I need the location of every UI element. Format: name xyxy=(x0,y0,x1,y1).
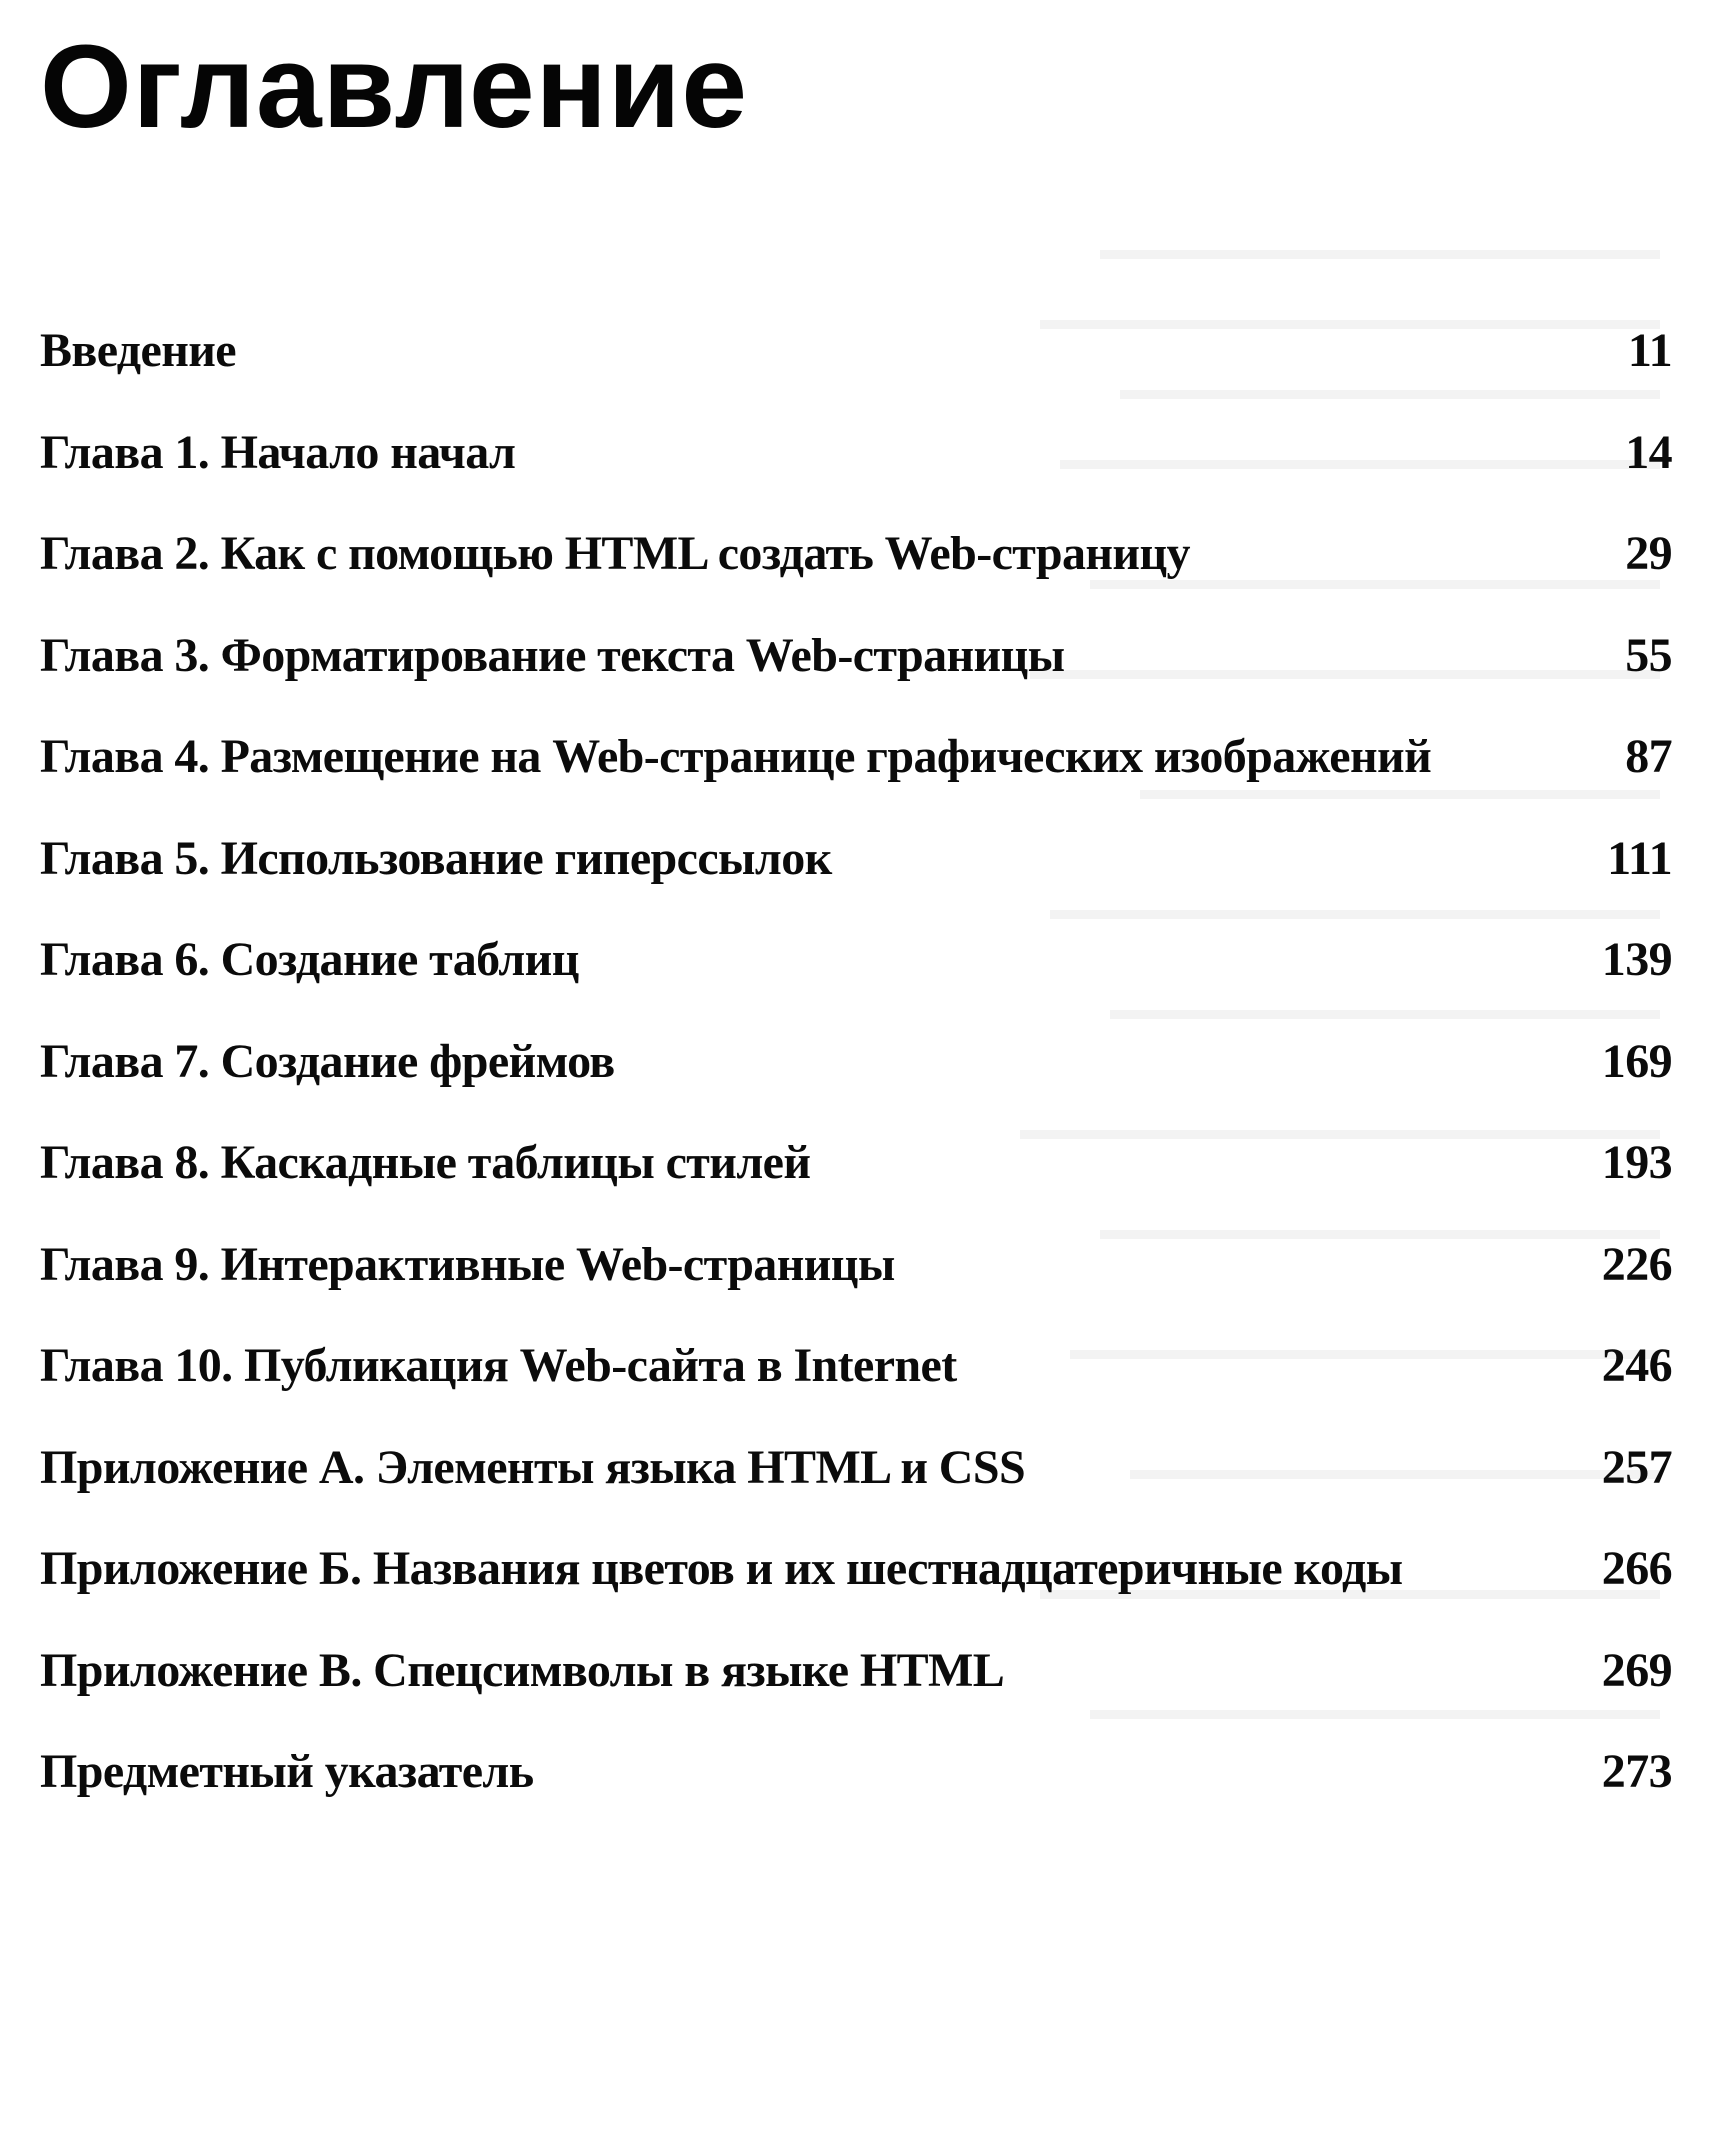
toc-entry-page-number: 266 xyxy=(1601,1542,1672,1595)
toc-entry-page-number: 14 xyxy=(1625,425,1672,479)
toc-entry-chapter-5[interactable] xyxy=(40,833,1672,935)
toc-entry-label: Глава 10. Публикация Web-сайта в Internet xyxy=(40,1339,957,1392)
toc-entry-label: Приложение А. Элементы языка HTML и CSS xyxy=(40,1440,1026,1494)
toc-entry-page-number: 139 xyxy=(1601,933,1672,986)
toc-entry-chapter-9[interactable] xyxy=(40,1239,1672,1341)
toc-entry-page-number: 87 xyxy=(1625,730,1672,783)
toc-entry-page-number: 246 xyxy=(1601,1339,1672,1392)
toc-entry-page-number: 273 xyxy=(1601,1745,1672,1798)
toc-entry-page-number: 226 xyxy=(1601,1237,1672,1291)
toc-entry-page-number: 257 xyxy=(1601,1440,1672,1494)
toc-entry-index[interactable] xyxy=(40,1746,1672,1848)
toc-entry-label: Глава 2. Как с помощью HTML создать Web-страницу xyxy=(40,527,1190,580)
toc-entry-chapter-2[interactable] xyxy=(40,528,1672,630)
toc-entry-label: Приложение В. Спецсимволы в языке HTML xyxy=(40,1643,1005,1697)
table-of-contents xyxy=(40,325,1672,1848)
toc-entry-chapter-6[interactable] xyxy=(40,934,1672,1036)
toc-entry-chapter-8[interactable] xyxy=(40,1137,1672,1239)
toc-entry-chapter-3[interactable] xyxy=(40,630,1672,732)
toc-entry-chapter-7[interactable] xyxy=(40,1036,1672,1138)
toc-entry-label: Введение xyxy=(40,324,237,377)
toc-entry-page-number: 111 xyxy=(1607,831,1672,885)
toc-entry-label: Глава 8. Каскадные таблицы стилей xyxy=(40,1136,811,1189)
toc-entry-chapter-4[interactable] xyxy=(40,731,1672,833)
page-title: Оглавление xyxy=(40,21,749,153)
toc-entry-chapter-1[interactable] xyxy=(40,427,1672,529)
toc-entry-page-number: 193 xyxy=(1601,1136,1672,1189)
toc-entry-page-number: 29 xyxy=(1625,527,1672,580)
toc-entry-label: Глава 4. Размещение на Web-странице графических изображений xyxy=(40,730,1432,783)
toc-entry-page-number: 269 xyxy=(1601,1643,1672,1697)
toc-entry-introduction[interactable] xyxy=(40,325,1672,427)
toc-entry-label: Глава 3. Форматирование текста Web-страницы xyxy=(40,628,1065,682)
toc-entry-label: Глава 9. Интерактивные Web-страницы xyxy=(40,1237,895,1291)
toc-entry-label: Предметный указатель xyxy=(40,1745,534,1798)
toc-entry-chapter-10[interactable] xyxy=(40,1340,1672,1442)
toc-entry-label: Глава 6. Создание таблиц xyxy=(40,933,579,986)
toc-entry-appendix-a[interactable] xyxy=(40,1442,1672,1544)
toc-entry-label: Глава 5. Использование гиперссылок xyxy=(40,831,832,885)
toc-entry-page-number: 11 xyxy=(1627,324,1672,377)
toc-entry-label: Глава 1. Начало начал xyxy=(40,425,516,479)
toc-entry-page-number: 55 xyxy=(1625,628,1672,682)
toc-entry-appendix-v[interactable] xyxy=(40,1645,1672,1747)
toc-entry-label: Приложение Б. Названия цветов и их шестнадцатеричные коды xyxy=(40,1542,1403,1595)
toc-entry-page-number: 169 xyxy=(1601,1034,1672,1088)
toc-entry-appendix-b[interactable] xyxy=(40,1543,1672,1645)
toc-entry-label: Глава 7. Создание фреймов xyxy=(40,1034,615,1088)
